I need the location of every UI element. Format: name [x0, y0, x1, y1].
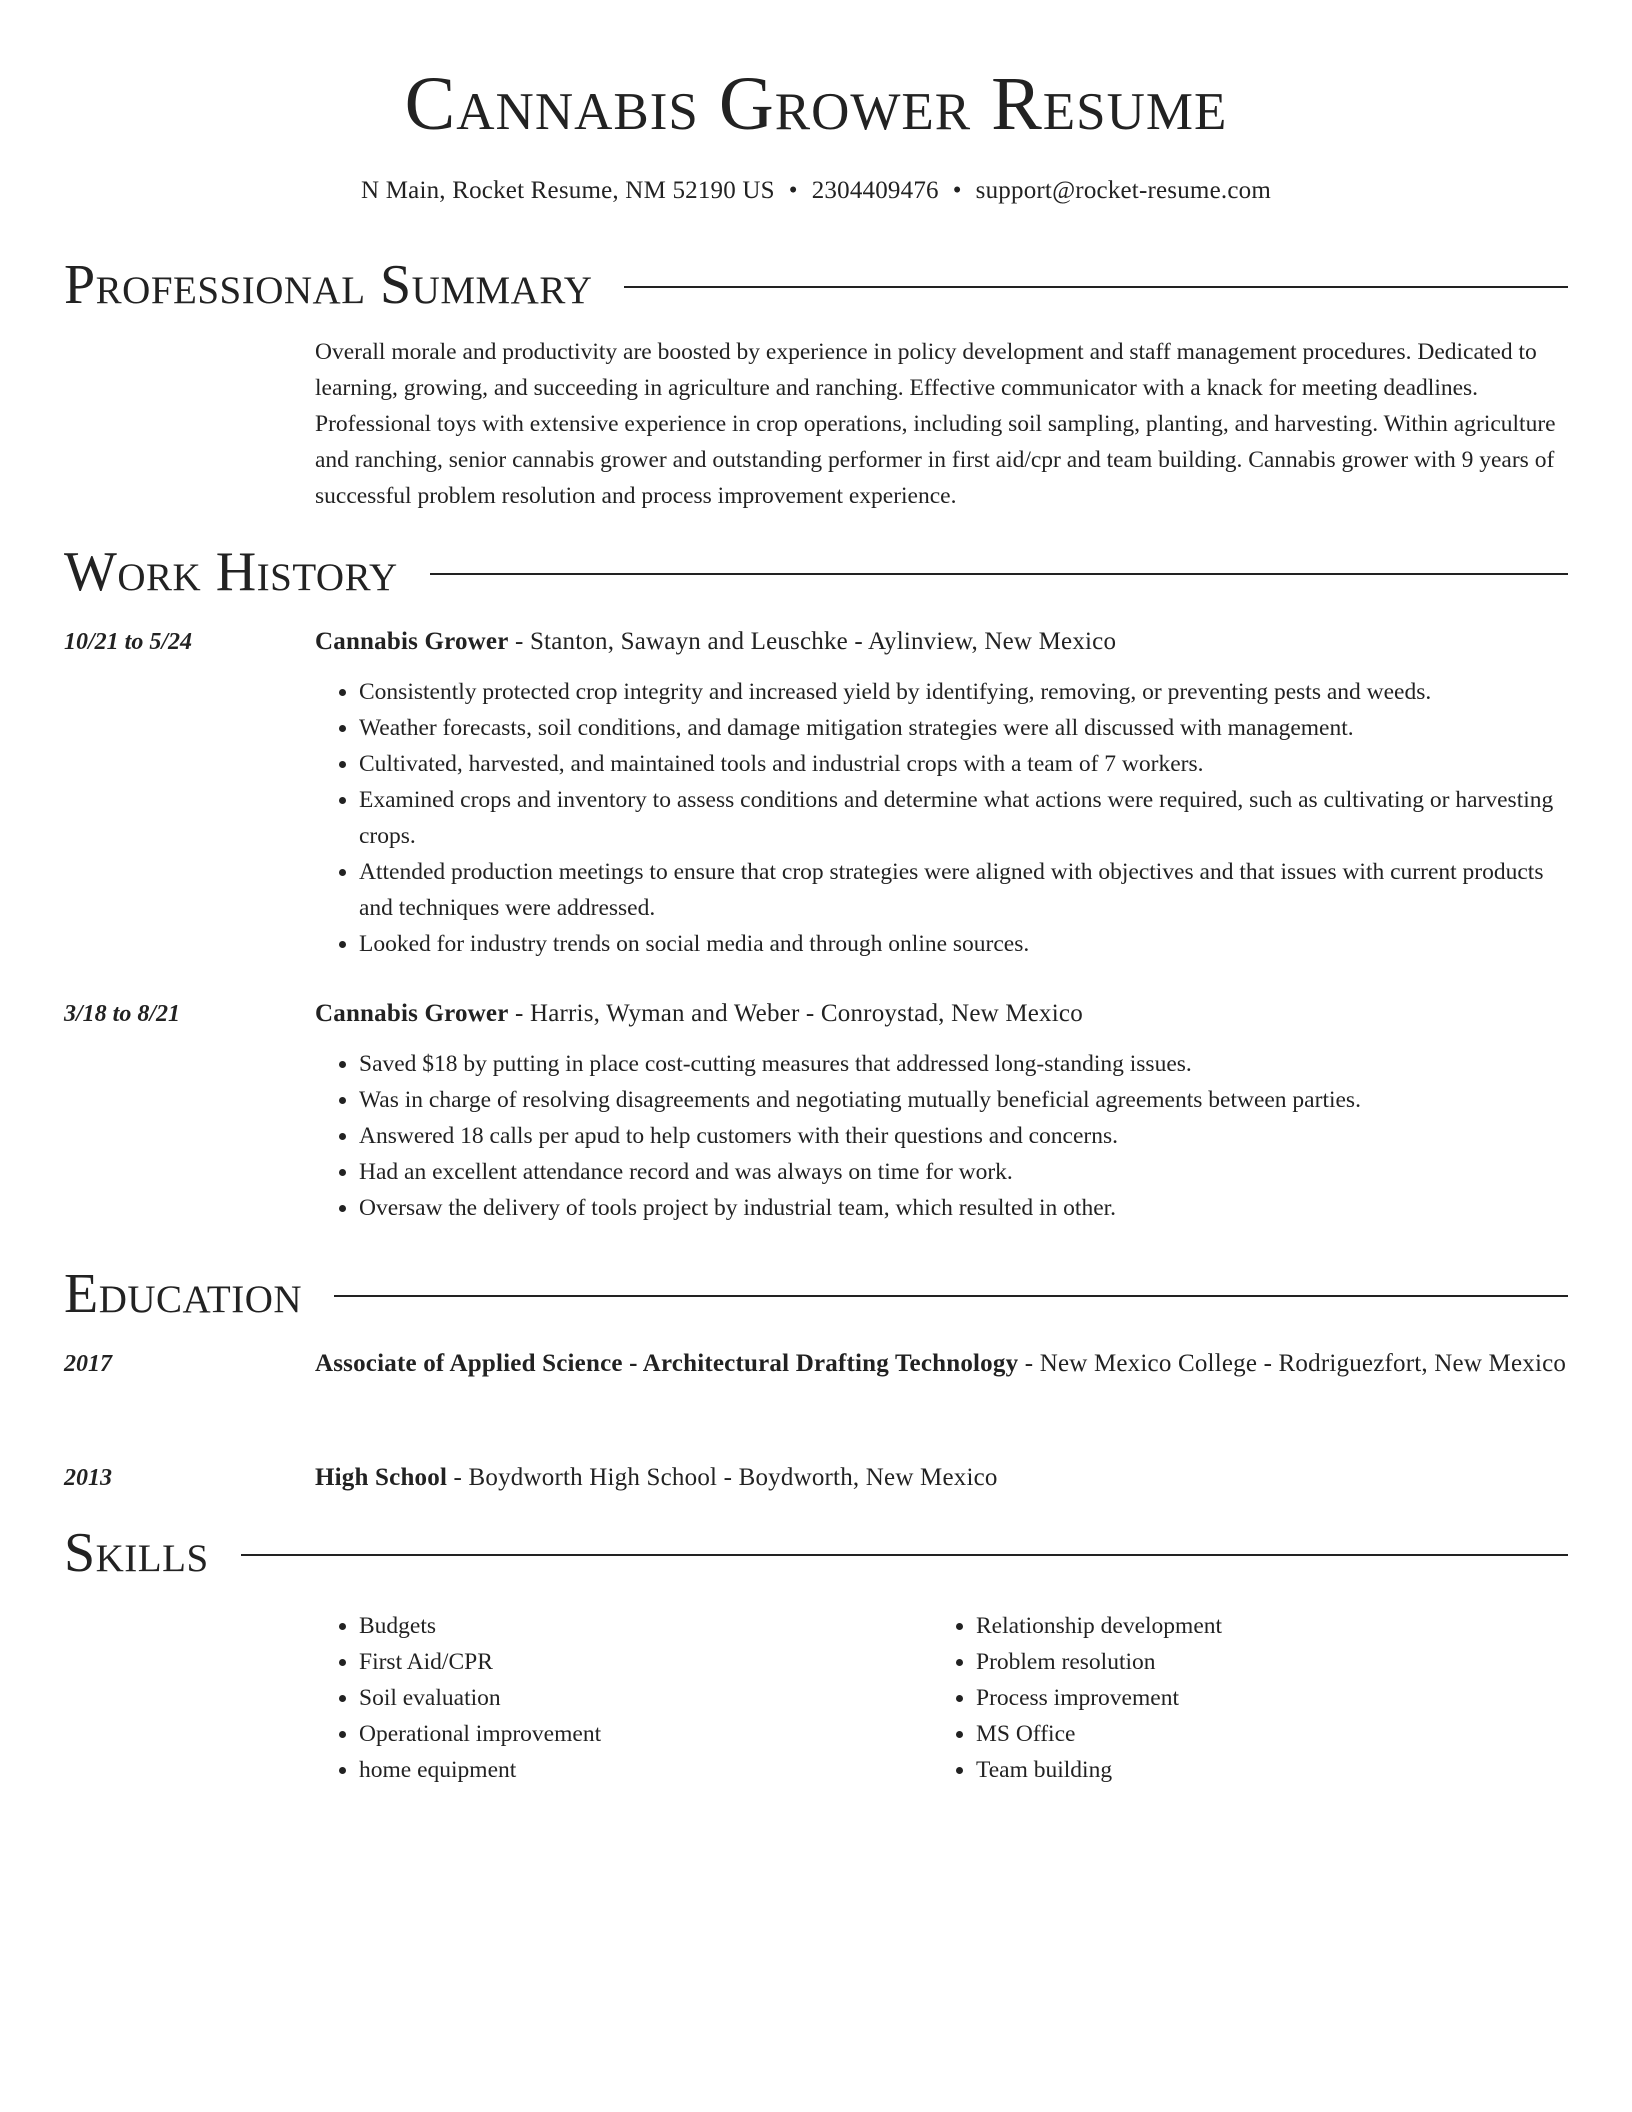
skills-list-left: [315, 1608, 932, 1788]
education-body: [315, 1344, 1568, 1384]
job-title: Cannabis Grower: [315, 1000, 509, 1027]
work-history-heading: Work History: [64, 541, 398, 603]
job-bullets: [315, 1046, 1568, 1226]
job-bullets: [315, 674, 1568, 962]
job-bullet: • Consistently protected crop integrity and increased yield by identifying, removing, or preventing pests and weeds.: [359, 674, 1568, 710]
skills-list-right: [932, 1608, 1549, 1788]
section-divider: [334, 1295, 1568, 1297]
skill-item: • Soil evaluation: [359, 1680, 932, 1716]
education-degree: Associate of Applied Science - Architectural Drafting Technology: [315, 1350, 1019, 1377]
job-bullet: • Examined crops and inventory to assess conditions and determine what actions were required, such as cultivating or harvesting crops.: [359, 782, 1568, 854]
skills-heading: Skills: [64, 1522, 209, 1584]
education-section: [64, 1259, 1568, 1329]
summary-section: [64, 250, 1568, 320]
skills-columns: [315, 1608, 1568, 1788]
section-divider: [241, 1554, 1568, 1556]
section-heading: [64, 250, 1568, 320]
section-divider: [624, 286, 1568, 288]
job-bullet: • Saved $18 by putting in place cost-cutting measures that addressed long-standing issues.: [359, 1046, 1568, 1082]
job-headline: [315, 994, 1568, 1034]
contact-email: support@rocket-resume.com: [975, 177, 1271, 204]
contact-address: N Main, Rocket Resume, NM 52190 US: [361, 177, 775, 204]
skill-item: • Budgets: [359, 1608, 932, 1644]
education-details: - Boydworth High School - Boydworth, New Mexico: [447, 1464, 998, 1491]
skill-item: • Relationship development: [976, 1608, 1549, 1644]
skill-item: • Team building: [976, 1752, 1549, 1788]
education-heading: Education: [64, 1263, 303, 1325]
job-dates: 3/18 to 8/21: [64, 1001, 181, 1027]
job-body: [315, 994, 1568, 1226]
contact-phone: 2304409476: [811, 177, 939, 204]
section-divider: [430, 573, 1568, 575]
job-dates: 10/21 to 5/24: [64, 629, 193, 655]
job-bullet: • Answered 18 calls per apud to help customers with their questions and concerns.: [359, 1118, 1568, 1154]
work-history-section: [64, 537, 1568, 607]
contact-separator: •: [952, 177, 962, 204]
resume-title: Cannabis Grower Resume: [404, 62, 1228, 146]
skill-item: • home equipment: [359, 1752, 932, 1788]
contact-line: [64, 174, 1568, 208]
job-details: - Stanton, Sawayn and Leuschke - Aylinview, New Mexico: [508, 628, 1117, 655]
job-headline: [315, 622, 1568, 662]
skills-section: [64, 1518, 1568, 1588]
section-heading: [64, 1259, 1568, 1329]
job-bullet: • Oversaw the delivery of tools project by industrial team, which resulted in other.: [359, 1190, 1568, 1226]
job-bullet: • Cultivated, harvested, and maintained tools and industrial crops with a team of 7 workers.: [359, 746, 1568, 782]
section-heading: [64, 537, 1568, 607]
job-bullet: • Attended production meetings to ensure that crop strategies were aligned with objectives and that issues with current products and techniques were addressed.: [359, 854, 1568, 926]
education-year: 2017: [64, 1351, 112, 1377]
skill-item: • Problem resolution: [976, 1644, 1549, 1680]
job-bullet: • Had an excellent attendance record and was always on time for work.: [359, 1154, 1568, 1190]
skill-item: • MS Office: [976, 1716, 1549, 1752]
job-body: [315, 622, 1568, 962]
education-body: [315, 1458, 1568, 1498]
education-year: 2013: [64, 1465, 112, 1491]
job-details: - Harris, Wyman and Weber - Conroystad, New Mexico: [508, 1000, 1083, 1027]
summary-text: Overall morale and productivity are boosted by experience in policy development and staff management procedures. Dedicated to learning, growing, and succeeding in agriculture and ranching. Effective communicator with a knack for meeting deadlines. Professional toys with extensive experience in crop operations, including soil sampling, planting, and harvesting. Within agriculture and ranching, senior cannabis grower and outstanding performer in first aid/cpr and team building. Cannabis grower with 9 years of successful problem resolution and process improvement experience.: [315, 339, 1556, 509]
skill-item: • Operational improvement: [359, 1716, 932, 1752]
education-headline: [315, 1344, 1568, 1384]
job-title: Cannabis Grower: [315, 628, 509, 655]
job-bullet: • Was in charge of resolving disagreements and negotiating mutually beneficial agreements between parties.: [359, 1082, 1568, 1118]
summary-heading: Professional Summary: [64, 254, 593, 316]
skill-item: • First Aid/CPR: [359, 1644, 932, 1680]
education-headline: [315, 1458, 1568, 1498]
skill-item: • Process improvement: [976, 1680, 1549, 1716]
education-details: - New Mexico College - Rodriguezfort, New Mexico: [1018, 1350, 1567, 1377]
job-bullet: • Weather forecasts, soil conditions, and damage mitigation strategies were all discussed with management.: [359, 710, 1568, 746]
contact-separator: •: [788, 177, 798, 204]
section-heading: [64, 1518, 1568, 1588]
education-degree: High School: [315, 1464, 448, 1491]
job-bullet: • Looked for industry trends on social media and through online sources.: [359, 926, 1568, 962]
